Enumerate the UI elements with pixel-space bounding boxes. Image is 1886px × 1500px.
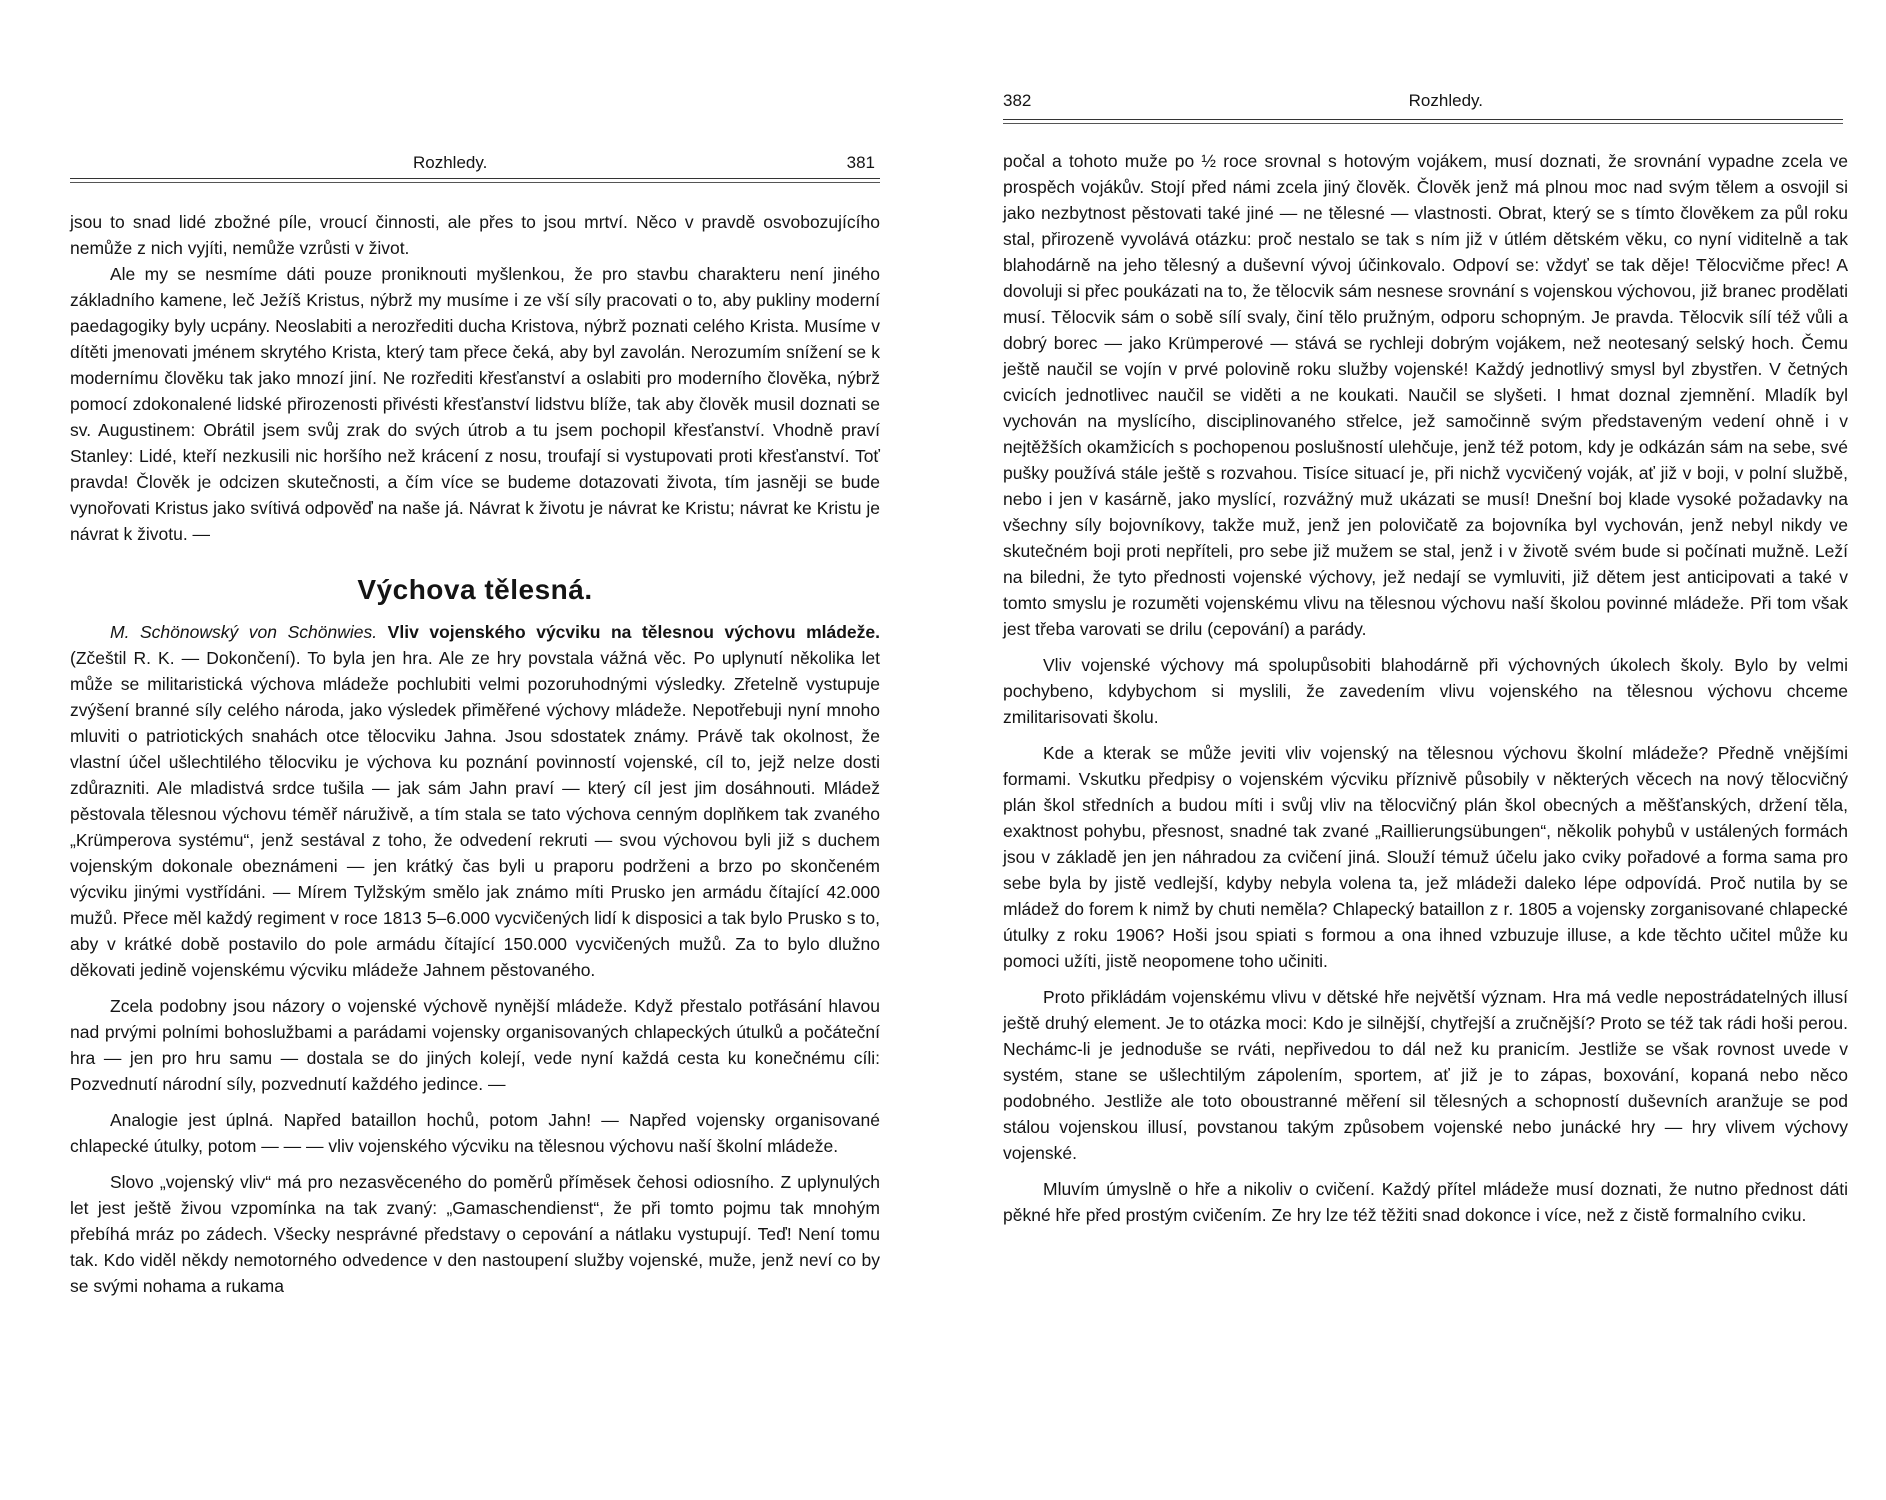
right-page-number: 382 (1003, 91, 1032, 110)
right-paragraph-5: Mluvím úmyslně o hře a nikoliv o cvičení. Každý přítel mládeže musí doznati, že nutno přednost dáti pěkné hře před prostým cvičením. Ze hry lze též těžiti snad dokonce i více, než z čistě formalního cviku. (1003, 1179, 1848, 1225)
left-paragraph-4: Analogie jest úplná. Napřed bataillon hochů, potom Jahn! — Napřed vojensky organisované chlapecké útulky, potom — — — vliv vojenského výcviku na tělesnou výchovu naší školní mládeže. (70, 1110, 880, 1156)
article-first-paragraph-text: (Zčeštil R. K. — Dokončení). To byla jen hra. Ale ze hry povstala vážná věc. Po uplynutí několika let může se militaristická výchova mládeže pochlubiti velmi pozoruhodnými výsledky. Zřetelně vystupuje zvýšení branné síly celého národa, jako výsledek přiměřené výchovy mládeže. Nepotřebuji nyní mnoho mluviti o patriotických snahách otce tělocviku Jahna. Jsou sdostatek známy. Právě tak okolnost, že vlastní účel ušlechtilého tělocviku je výchova ku poznání povinností vojenské, cíl to, jejž nelze dosti zdůrazniti. Ale mladistvá srdce tušila — jak sám Jahn praví — který cíl jest jim dosáhnouti. Mládež pěstovala tělesnou výchovu téměř náruživě, a tím stala se tato výchova cenným doplňkem tak zvaného „Krümperova systému“, jenž sestával z toho, že odvedení rekruti — svou výchovou byli již s duchem vojenským dokonale obeznámeni — jen krátký čas byli u praporu podrženi a brzo po skončeném výcviku jinými vystřídáni. — Mírem Tylžským smělo jak známo míti Prusko jen armádu čítající 42.000 mužů. Přece měl každý regiment v roce 1813 5–6.000 vycvičených lidí k disposici a tak bylo Prusko s to, aby v krátké době postavilo do pole armádu čítající 150.000 vycvičených mužů. Za to bylo dlužno děkovati jedině vojenskému výcviku mládeže Jahnem pěstovaného. (70, 648, 880, 980)
left-running-head (70, 153, 875, 173)
left-header-rule (70, 178, 880, 183)
right-paragraph-3: Kde a kterak se může jeviti vliv vojenský na tělesnou výchovu školní mládeže? Předně vnějšími formami. Vskutku předpisy o vojenském výcviku příznivě působily v některých věcech na nový tělocvičný plán škol středních a budou míti i svůj vliv na tělocvičný plán škol obecných a měšťanských, držení těla, exaktnost pohybu, přesnost, snadné tak zvané „Raillierungsübungen“, několik pohybů v ustálených formách jsou v základě jen jen náhradou za cvičení jiná. Slouží témuž účelu jako cviky pořadové a forma sama pro sebe byla by jistě vedlejší, kdyby nebyla volena ta, jež mládeži daleko lépe odpovídá. Proč nutila by se mládež do forem k nimž by chuti neměla? Chlapecký bataillon z r. 1805 a vojensky zorganisované chlapecké útulky z roku 1906? Hoši jsou spiati s formou a ona ihned vzbuzuje illuse, a kde těchto učitel může ku pomoci užíti, jistě neopomene toho učiniti. (1003, 743, 1848, 971)
left-paragraph-1: jsou to snad lidé zbožné píle, vroucí činnosti, ale přes to jsou mrtví. Něco v pravdě osvobozujícího nemůže z nich vyjíti, nemůže vzrůsti v život. (70, 212, 880, 258)
left-paragraph-5: Slovo „vojenský vliv“ má pro nezasvěceného do poměrů příměsek čehosi odiosního. Z uplynulých let jest ještě živou vzpomínka na tak zvaný: „Gamaschendienst“, že při tomto pojmu tak mnohým přebíhá mráz po zádech. Všecky nesprávné představy o cepování a nátlaku vystupují. Teď! Není tomu tak. Kdo viděl někdy nemotorného odvedence v den nastoupení služby vojenské, muže, jenž neví co by se svými nohama a rukama (70, 1172, 880, 1296)
right-running-head (1003, 91, 1843, 111)
left-paragraph-2: Ale my se nesmíme dáti pouze proniknouti myšlenkou, že pro stavbu charakteru není jiného základního kamene, leč Ježíš Kristus, nýbrž my musíme i ze vší síly pracovati o to, aby pukliny moderní paedagogiky byly ucpány. Neoslabiti a nerozřediti ducha Kristova, nýbrž poznati celého Krista. Musíme v dítěti jmenovati jménem skrytého Krista, který tam přece čeká, aby byl zavolán. Nerozumím snížení se k modernímu člověku tak jako mnozí jiní. Ne rozřediti křesťanství a oslabiti pro moderního člověka, nýbrž pomocí zdokonalené lidské přirozenosti přivésti křesťanství lidstvu blíže, tak aby člověk musil doznati se sv. Augustinem: Obrátil jsem svůj zrak do svých útrob a tu jsem pochopil křesťanství. Vhodně praví Stanley: Lidé, kteří nezkusili nic horšího než krácení z nosu, troufají si vystupovati proti křesťanství. Toť pravda! Člověk je odcizen skutečnosti, a čím více se budeme dotazovati života, tím jasněji se bude vynořovati Kristus jako svítivá odpověď na naše já. Návrat k životu je návrat ke Kristu; návrat ke Kristu je návrat k životu. — (70, 264, 880, 544)
article-title: Vliv vojenského výcviku na tělesnou výchovu mládeže. (387, 622, 880, 642)
article-author: M. Schönowský von Schönwies. (110, 622, 378, 642)
right-header-title: Rozhledy. (1408, 91, 1483, 110)
right-header-rule (1003, 119, 1843, 124)
left-body-text (70, 209, 880, 1299)
section-heading: Výchova tělesná. (357, 574, 593, 605)
right-page (943, 0, 1886, 1500)
right-paragraph-4: Proto přikládám vojenskému vlivu v dětské hře největší význam. Hra má vedle nepostrádatelných illusí ještě druhý element. Je to otázka moci: Kdo je silnější, chytřejší a zručnější? Proto se též tak rádi hoši perou. Nechámc-li je jednoduše se rváti, nepřivedou to dál než ku pranicím. Jestliže se však rovnost uvede v systém, stane se ušlechtilým zápolením, sportem, ať již je to zápas, boxování, kopaná nebo něco podobného. Jestliže ale toto oboustranné měření sil tělesných a schopností duševních aranžuje se pod stálou vojenskou illusí, povstanou takým způsobem vojenské nebo junácké hry — hry vlivem výchovy vojenské. (1003, 987, 1848, 1163)
right-paragraph-2: Vliv vojenské výchovy má spolupůsobiti blahodárně při výchovných úkolech školy. Bylo by velmi pochybeno, kdybychom si myslili, že zavedením vlivu vojenského na tělesnou výchovu chceme zmilitarisovati školu. (1003, 655, 1848, 727)
right-paragraph-1: počal a tohoto muže po ½ roce srovnal s hotovým vojákem, musí doznati, že srovnání vypadne zcela ve prospěch vojákův. Stojí před námi zcela jiný člověk. Člověk jenž má plnou moc nad svým tělem a osvojil si jako nezbytnost pěstovati také jiné — ne tělesné — vlastnosti. Obrat, který se s tímto člověkem za půl roku stal, přirozeně vyvolává otázku: proč nestalo se tak s ním již v útlém dětském věku, co nyní viditelně a tak blahodárně na jeho tělesný a duševní vývoj účinkovalo. Odpoví se: vždyť se tak děje! Tělocvičme přec! A dovoluji si přec poukázati na to, že tělocvik sám nesnese srovnání s vojenskou výchovou, již branec prodělati musí. Tělocvik sám o sobě sílí svaly, činí tělo pružným, odporu schopným. Je pravda. Tělocvik sílí též vůli a dobrý borec — jako Krümperové — stává se rychleji dobrým vojákem, než neotesaný selský hoch. Čemu ještě naučil se vojín v prvé polovině roku služby vojenské! Každý jednotlivý smysl byl zbystřen. V četných cvicích jednotlivec naučil se viděti a ne koukati. Naučil se slyšeti. I hmat doznal zjemnění. Mladík byl vychován na myslícího, disciplinovaného střelce, jež samočinně svým představeným vedení ohně i v nejtěžších okamžicích s pochopenou poslušností ulehčuje, jenž též potom, kdy je odkázán sám na sebe, své pušky používá stále ještě s rozvahou. Tisíce situací je, při nichž vycvičený voják, ať již v boji, v polní službě, nebo i jen v kasárně, jako myslící, rozvážný muž ukázati se musí! Dnešní boj klade vysoké požadavky na všechny síly bojovníkovy, takže muž, jenž jen polovičatě za bojovníka byl vychován, jenž nebyl nikdy ve skutečném boji proti nepříteli, pro sebe již mužem se stal, jenž i v životě svém bude si počínati mužně. Leží na biledni, že tyto přednosti vojenské výchovy, jež nedají se vymluviti, již dětem jest anticipovati a také v tomto smyslu je rozuměti vojenskému vlivu na tělesnou výchovu naší školou povinné mládeže. Při tom však jest třeba varovati se drilu (cepování) a parády. (1003, 151, 1848, 639)
right-body-text (1003, 148, 1848, 1228)
left-page-number: 381 (846, 153, 875, 172)
article-first-paragraph (70, 619, 880, 983)
left-header-title: Rozhledy. (413, 153, 488, 172)
left-paragraph-3: Zcela podobny jsou názory o vojenské výchově nynější mládeže. Když přestalo potřásání hlavou nad prvými polními bohoslužbami a parádami vojensky organisovaných chlapeckých útulků a počáteční hra — jen pro hru samu — dostala se do jiných kolejí, vede nyní každá cesta ku konečnému cíli: Pozvednutí národní síly, pozvednutí každého jedince. — (70, 996, 880, 1094)
